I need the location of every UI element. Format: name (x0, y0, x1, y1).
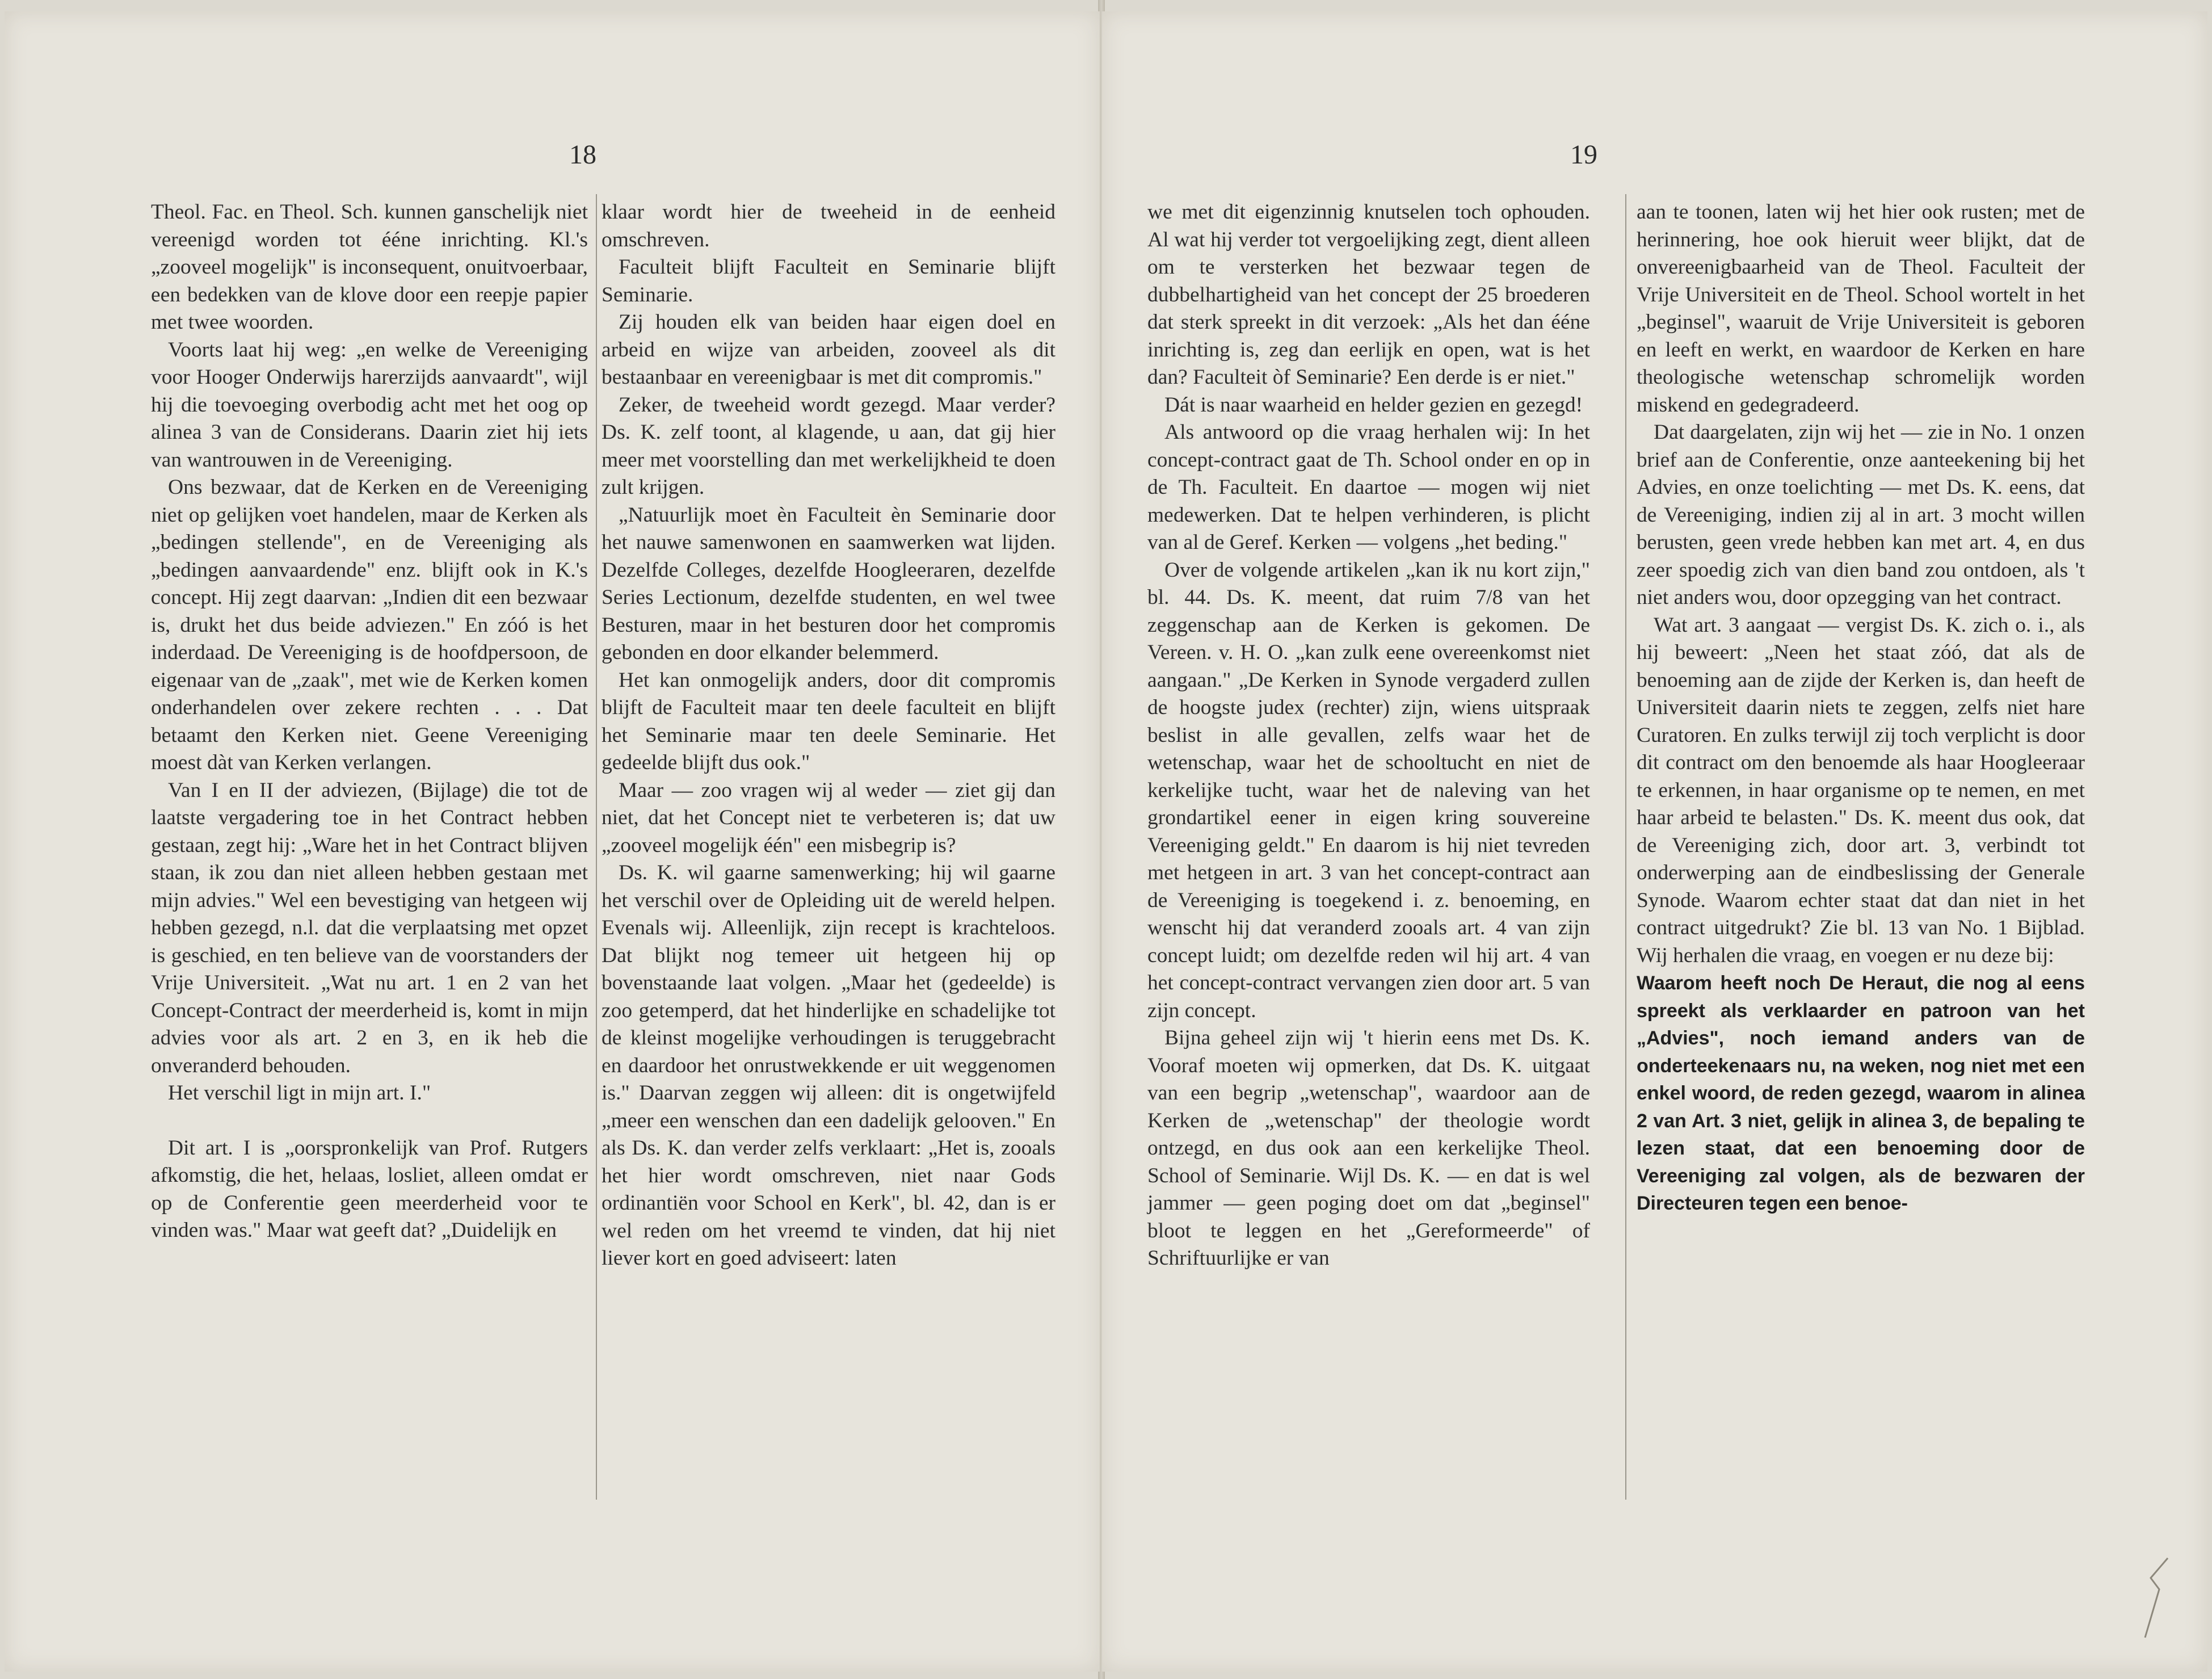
text-column-right-2 (1637, 199, 2085, 1218)
paragraph: Het verschil ligt in mijn art. I." (168, 1081, 431, 1105)
paragraph: Het kan onmogelijk anders, door dit compromis blijft de Faculteit maar ten deele faculteit en blijft het Seminarie maar ten deele Seminarie. Het gedeelde blijft dus ook." (602, 668, 1055, 774)
page-number: 18 (569, 140, 596, 170)
column-divider (596, 194, 597, 1500)
paragraph: Dát is naar waarheid en helder gezien en gezegd! (1164, 393, 1583, 417)
paragraph: we met dit eigenzinnig knutselen toch ophouden. Al wat hij verder tot vergoelijking zegt, dient alleen om te versterken het bezwaar tegen de dubbelhartigheid van het concept der 25 broederen dat sterk spreekt in dit verzoek: „Als het dan ééne inrichting is, zeg dan eerlijk en open, wat is het dan? Faculteit òf Seminarie? Een derde is er niet." (1147, 200, 1590, 389)
page-corner-mark (2139, 1555, 2173, 1640)
paragraph: Dit art. I is „oorspronkelijk van Prof. Rutgers afkomstig, die het, helaas, losliet, alleen omdat er op de Conferentie geen meerderheid voor te vinden was." Maar wat geeft dat? „Duidelijk en (151, 1136, 588, 1242)
paragraph: Dat daargelaten, zijn wij het — zie in No. 1 onzen brief aan de Conferentie, onze aanteekening bij het Advies, en onze toelichting — met Ds. K. eens, dat de Vereeniging, indien zij al in art. 3 mocht willen berusten, geen vrede hebben kan met art. 4, en dus zeer spoedig zich van dien band zou ontdoen, als 't niet anders wou, door opzegging van het contract. (1637, 421, 2085, 609)
paragraph: Zeker, de tweeheid wordt gezegd. Maar verder? Ds. K. zelf toont, al klagende, u aan, dat gij hier meer met voorstelling dan met werkelijkheid te doen zult krijgen. (602, 393, 1055, 499)
text-column-right-1 (1147, 199, 1590, 1273)
paragraph: Maar — zoo vragen wij al weder — ziet gij dan niet, dat het Concept niet te verbeteren is; dat uw „zooveel mogelijk één" een misbegrip is? (602, 778, 1055, 857)
paragraph: „Natuurlijk moet èn Faculteit èn Seminarie door het nauwe samenwonen en saamwerken wat lijden. Dezelfde Colleges, dezelfde Hoogleeraren, dezelfde Series Lectionum, dezelfde studenten, en wel twee Besturen, maar in het besturen door het compromis gebonden en door elkander belemmerd. (602, 503, 1055, 664)
paragraph: Als antwoord op die vraag herhalen wij: In het concept-contract gaat de Th. School onder en op in de Th. Faculteit. En daartoe — mogen wij niet medewerken. Dat te helpen verhinderen, is plicht van al de Geref. Kerken — volgens „het beding." (1147, 421, 1590, 554)
paragraph: klaar wordt hier de tweeheid in de eenheid omschreven. (602, 200, 1055, 251)
bold-question-paragraph: Waarom heeft noch De Heraut, die nog al eens spreekt als verklaarder en patroon van het „Advies", noch iemand anders van de onderteekenaars nu, na weken, nog niet met een enkel woord, de reden gezegd, waarom in alinea 2 van Art. 3 niet, gelijk in alinea 3, de bepaling te lezen staat, dat een benoeming door de Vereeniging zal volgen, als de bezwaren der Directeuren tegen een benoe- (1637, 972, 2085, 1214)
paragraph: Faculteit blijft Faculteit en Seminarie blijft Seminarie. (602, 255, 1055, 307)
right-page (1102, 11, 2207, 1672)
column-divider (1625, 194, 1626, 1500)
paragraph: Ds. K. wil gaarne samenwerking; hij wil gaarne het verschil over de Opleiding uit de wereld helpen. Evenals wij. Alleenlijk, zijn recept is krachteloos. Dat blijkt nog temeer uit hetgeen hij op bovenstaande laat volgen. „Maar het (gedeelde) is zoo getemperd, dat het hinderlijke en schadelijke tot de kleinst mogelijke verhoudingen is teruggebracht en daardoor het onrustwekkende er uit weggenomen is." Daarvan zeggen wij alleen: dit is ongetwijfeld „meer een wenschen dan een dadelijk gelooven." En als Ds. K. dan verder zelfs verklaart: „Het is, zooals het hier wordt omschreven, niet naar Gods ordinantiën voor School en Kerk", bl. 42, dan is er wel reden om het vreemd te vinden, dat hij niet liever kort en goed adviseert: laten (602, 861, 1055, 1270)
paragraph: Voorts laat hij weg: „en welke de Vereeniging voor Hooger Onderwijs harerzijds aanvaardt", wijl hij die toevoeging overbodig acht met het oog op alinea 3 van de Considerans. Daarin ziet hij iets van wantrouwen in de Vereeniging. (151, 338, 588, 472)
paragraph: Bijna geheel zijn wij 't hierin eens met Ds. K. Vooraf moeten wij opmerken, dat Ds. K. uitgaat van een begrip „wetenschap", waardoor aan de Kerken de „wetenschap" der theologie wordt ontzegd, en dus ook aan een kerkelijke Theol. School of Seminarie. Wijl Ds. K. — en dat is wel jammer — geen poging doet om dat „beginsel" bloot te leggen en het „Gereformeerde" of Schriftuurlijke er van (1147, 1026, 1590, 1270)
paragraph: Wat art. 3 aangaat — vergist Ds. K. zich o. i., als hij beweert: „Neen het staat zóó, dat als de benoeming aan de zijde der Kerken is, dan heeft de Universiteit daarin niets te zeggen, zelfs niet hare Curatoren. En zulks terwijl zij toch verplicht is door dit contract om den benoemde als haar Hoogleeraar te erkennen, in haar organisme op te nemen, en met haar arbeid te belasten." Ds. K. meent dus ook, dat de Vereeniging zich, door art. 3, verbindt tot onderwerping aan de eindbeslissing der Generale Synode. Waarom echter staat dat dan niet in het contract uitgedrukt? Zie bl. 13 van No. 1 Bijblad. Wij herhalen die vraag, en voegen er nu deze bij: (1637, 613, 2085, 967)
paragraph: Van I en II der adviezen, (Bijlage) die tot de laatste vergadering toe in het Contract hebben gestaan, zegt hij: „Ware het in het Contract blijven staan, ik zou dan niet alleen hebben gestaan met mijn advies." Wel een bevestiging van hetgeen wij hebben gezegd, n.l. dat die verplaatsing met opzet is geschied, en ten believe van de voorstanders der Vrije Universiteit. „Wat nu art. 1 en 2 van het Concept-Contract der meerderheid is, komt in mijn advies voor als art. 2 en 3, en ik heb die onveranderd behouden. (151, 778, 588, 1077)
page-number: 19 (1570, 140, 1597, 170)
text-column-left-2 (602, 199, 1055, 1273)
paragraph: Zij houden elk van beiden haar eigen doel en arbeid en wijze van arbeiden, zooveel als dit bestaanbaar en vereenigbaar is met dit compromis." (602, 310, 1055, 389)
paragraph: Ons bezwaar, dat de Kerken en de Vereeniging niet op gelijken voet handelen, maar de Kerken als „bedingen stellende", en de Vereeniging als „bedingen aanvaardende" enz. blijft ook in K.'s concept. Hij zegt daarvan: „Indien dit een bezwaar is, drukt het dus beide adviezen." En zóó is het inderdaad. De Vereeniging is de hoofdpersoon, de eigenaar van de „zaak", met wie de Kerken komen onderhandelen over zekere rechten . . . Dat betaamt den Kerken niet. Geene Vereeniging moest dàt van Kerken verlangen. (151, 476, 588, 774)
left-page (5, 11, 1100, 1672)
paragraph: Over de volgende artikelen „kan ik nu kort zijn," bl. 44. Ds. K. meent, dat ruim 7/8 van het zeggenschap aan de Kerken is gekomen. De Vereen. v. H. O. „kan zulk eene overeenkomst niet aangaan." „De Kerken in Synode vergaderd zullen de hoogste judex (rechter) zijn, wiens uitspraak beslist in alle gevallen, zelfs waar het de wetenschap, waar het de schooltucht en niet de kerkelijke tucht, waar het de naleving van het grondartikel eener in eigen kring souvereine Vereeniging geldt." En daarom is hij niet tevreden met hetgeen in art. 3 van het concept-contract aan de Vereeniging is toegekend i. z. benoeming, en wenscht hij dat veranderd zooals art. 4 van zijn concept luidt; om dezelfde reden wil hij art. 4 van het concept-contract vervangen zien door art. 5 van zijn concept. (1147, 558, 1590, 1022)
paragraph: Theol. Fac. en Theol. Sch. kunnen ganschelijk niet vereenigd worden tot ééne inrichting. Kl.'s „zooveel mogelijk" is inconsequent, onuitvoerbaar, een bedekken van de klove door een reepje papier met twee woorden. (151, 200, 588, 334)
paragraph: aan te toonen, laten wij het hier ook rusten; met de herinnering, hoe ook hieruit weer blijkt, dat de onvereenigbaarheid van de Theol. Faculteit der Vrije Universiteit en de Theol. School wortelt in het „beginsel", waaruit de Vrije Universiteit is geboren en leeft en werkt, en waardoor de Kerken en hare theologische wetenschap schromelijk worden miskend en gedegradeerd. (1637, 200, 2085, 417)
text-column-left-1 (151, 199, 588, 1245)
